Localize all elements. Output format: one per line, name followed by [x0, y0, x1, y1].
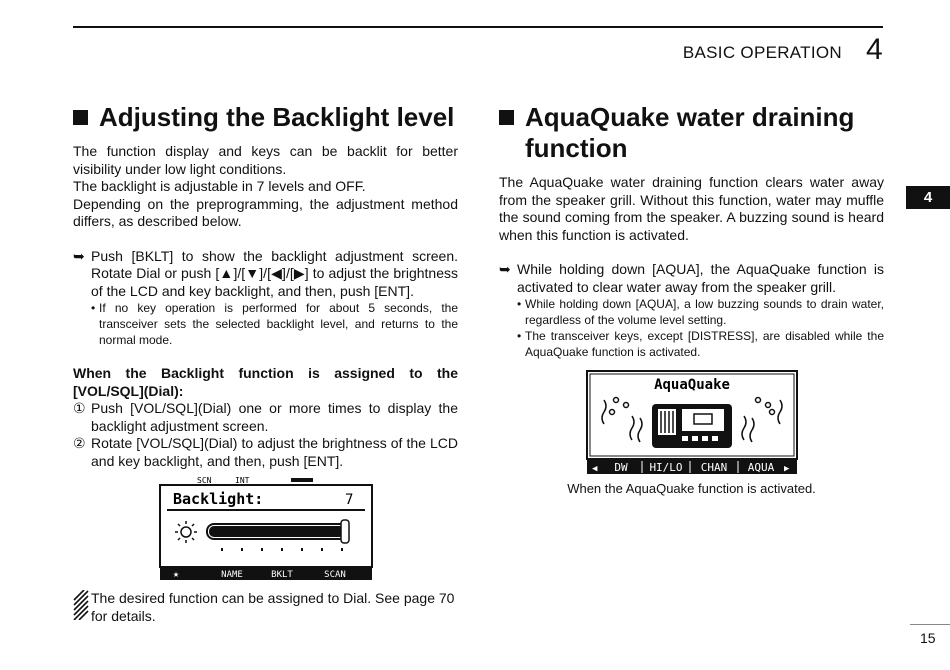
aqua-instruction: ➥ While holding down [AQUA], the AquaQuake function is activated to clear water away from the speaker grill. [499, 261, 884, 295]
chapter-side-tab: 4 [906, 186, 950, 209]
lcd-scan-label: SCN [196, 476, 211, 485]
lcd-int-label: INT [234, 476, 249, 485]
dial-heading: When the Backlight function is assigned to the [VOL/SQL](Dial): [73, 365, 458, 399]
lcd-level-bar-knob [341, 520, 349, 543]
section-title: BASIC OPERATION [682, 43, 842, 62]
lcd-backlight-title: Backlight: [172, 490, 263, 508]
chapter-number: 4 [866, 33, 883, 66]
lcd-level-bar-fill [209, 526, 345, 537]
lcd-aquaquake-title: AquaQuake [653, 377, 730, 393]
heading-square-icon [499, 110, 514, 125]
tip-stripes-icon [73, 590, 91, 625]
step-2: ② Rotate [VOL/SQL](Dial) to adjust the brightness of the LCD and key backlight, and then, push [ENT]. [73, 435, 458, 469]
intro-line-3: Depending on the preprogramming, the adjustment method differs, as described below. [73, 195, 458, 229]
lcd-softkey-name: NAME [220, 570, 243, 580]
bklt-note: • If no key operation is performed for about 5 seconds, the transceiver sets the selected backlight level, and returns to the normal mode. [91, 301, 458, 347]
backlight-lcd-screen [159, 476, 373, 580]
aquaquake-heading: AquaQuake water draining function [499, 102, 884, 164]
backlight-heading: Adjusting the Backlight level [73, 102, 458, 133]
lcd-star-icon: ★ [172, 569, 179, 580]
aquaquake-lcd-screen [586, 370, 798, 474]
aqua-note-1: • While holding down [AQUA], a low buzzing sounds to drain water, regardless of the volume level setting. [517, 297, 884, 327]
transceiver-icon [652, 404, 732, 448]
lcd-softkey-bklt: BKLT [270, 570, 293, 580]
aqua-note-2: • The transceiver keys, except [DISTRESS], are disabled while the AquaQuake function is activated. [517, 329, 884, 359]
heading-square-icon [73, 110, 88, 125]
footer-rule [910, 624, 950, 625]
aquaquake-caption: When the AquaQuake function is activated. [567, 481, 816, 496]
lcd-right-arrow-icon: ▶ [783, 464, 789, 474]
header-rule [73, 26, 883, 28]
lcd-level-value: 7 [344, 492, 353, 508]
page-number: 15 [920, 630, 936, 646]
lcd-battery-icon [291, 478, 313, 482]
step-1: ① Push [VOL/SQL](Dial) one or more times to display the backlight adjustment screen. [73, 400, 458, 434]
intro-line-2: The backlight is adjustable in 7 levels and OFF. [73, 178, 366, 194]
lcd-softkey-scan: SCAN [323, 570, 346, 580]
aquaquake-intro: The AquaQuake water draining function clears water away from the speaker grill. Without this function, water may muffle the sound coming from the speaker. A buzzing sound is heard when this function is activated. [499, 174, 884, 243]
dial-tip: The desired function can be assigned to Dial. See page 70 for details. [73, 590, 458, 625]
intro-line-1: The function display and keys can be backlit for better visibility under low light conditions. [73, 143, 458, 177]
backlight-section [73, 102, 458, 625]
lcd-softkey-aqua: AQUA [747, 461, 774, 474]
lcd-softkey-chan: CHAN [700, 461, 727, 474]
lcd-softkey-dw: DW [613, 461, 628, 474]
lcd-softkey-hilo: HI/LO [648, 461, 683, 474]
aquaquake-section [499, 102, 884, 498]
arrow-bullet-icon: ➥ [73, 247, 85, 264]
lcd-left-arrow-icon: ◀ [591, 464, 597, 474]
bklt-instruction: ➥ Push [BKLT] to show the backlight adjustment screen. Rotate Dial or push [▲]/[▼]/[◀]/[▶] to adjust the brightness of the LCD and key backlight, and then, push [ENT]. [73, 247, 458, 299]
arrow-bullet-icon: ➥ [499, 261, 511, 277]
